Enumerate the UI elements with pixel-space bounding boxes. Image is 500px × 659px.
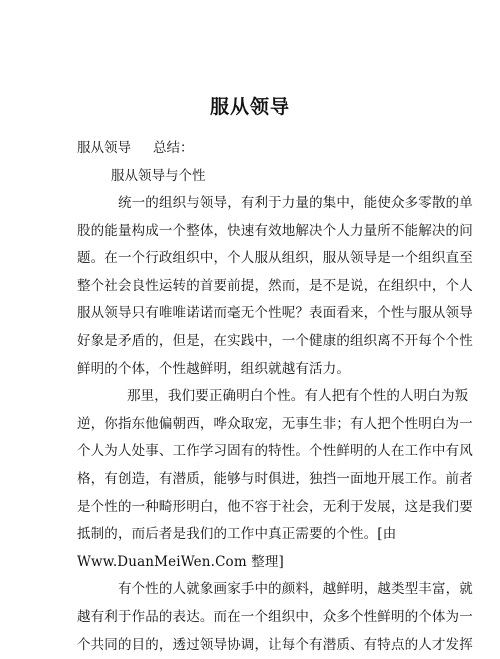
paragraph-line: 整个社会良性运转的首要前提，然而，是不是说，在组织中，个人: [77, 273, 437, 301]
paragraph-line: 服从领导只有唯唯诺诺而毫无个性呢？表面看来，个性与服从领导: [77, 300, 437, 328]
document-title: 服从领导: [0, 92, 500, 119]
paragraph-2: [77, 383, 437, 576]
paragraph-line: Www.DuanMeiWen.Com 整理]: [77, 549, 437, 577]
paragraph-line: 题。在一个行政组织中，个人服从组织，服从领导是一个组织直至: [77, 245, 437, 273]
paragraph-line: 个共同的目的，透过领导协调，让每个有潜质、有特点的人才发挥: [77, 632, 437, 659]
paragraph-line: 越有利于作品的表达。而在一个组织中，众多个性鲜明的个体为一: [77, 604, 437, 632]
paragraph-line: 逆，你指东他偏朝西，哗众取宠，无事生非；有人把个性明白为一: [77, 411, 437, 439]
meta-label: 服从领导: [77, 140, 131, 156]
paragraph-line: 抵制的，而后者是我们的工作中真正需要的个性。[由: [77, 521, 437, 549]
paragraph-line: 个人为人处事、工作学习固有的特性。个性鲜明的人在工作中有风: [77, 438, 437, 466]
document-meta: [77, 136, 194, 156]
paragraph-line: 股的能量构成一个整体，快速有效地解决个人力量所不能解决的问: [77, 218, 437, 246]
document-subtitle: 服从领导与个性: [111, 164, 206, 184]
paragraph-line: 那里，我们要正确明白个性。有人把有个性的人明白为叛: [77, 383, 437, 411]
paragraph-1: [77, 190, 437, 383]
document-body: [77, 190, 437, 659]
paragraph-line: 格，有创造，有潜质，能够与时俱进，独挡一面地开展工作。前者: [77, 466, 437, 494]
paragraph-line: 是个性的一种畸形明白，他不容于社会，无利于发展，这是我们要: [77, 494, 437, 522]
paragraph-line: 统一的组织与领导，有利于力量的集中，能使众多零散的单: [77, 190, 437, 218]
paragraph-line: 鲜明的个体，个性越鲜明，组织就越有活力。: [77, 356, 437, 384]
paragraph-3: [77, 576, 437, 659]
paragraph-line: 好象是矛盾的，但是，在实践中，一个健康的组织离不开每个个性: [77, 328, 437, 356]
paragraph-line: 有个性的人就象画家手中的颜料，越鲜明，越类型丰富，就: [77, 576, 437, 604]
meta-summary: 总结：: [153, 140, 194, 156]
